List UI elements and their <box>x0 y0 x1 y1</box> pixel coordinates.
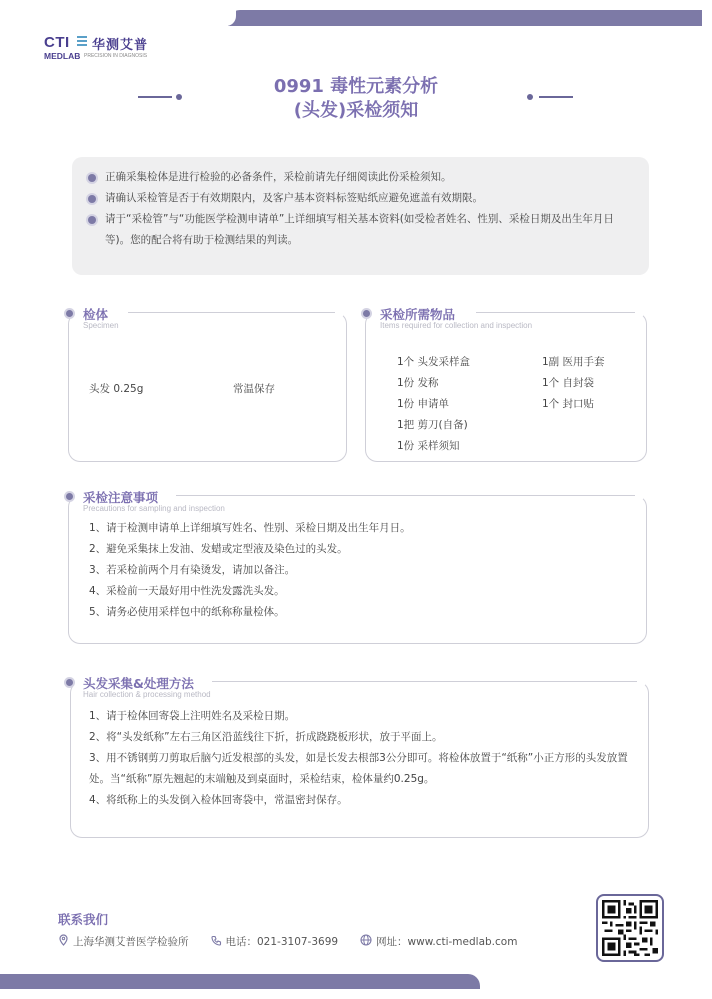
item-left: 1份 发称 <box>397 377 439 389</box>
list-item: 2、将“头发纸称”左右三角区沿蓝线往下折，折成跷跷板形状，放于平面上。 <box>89 731 443 743</box>
section-bullet-icon <box>66 679 73 686</box>
section-bullet-icon <box>363 310 370 317</box>
logo-medlab: MEDLAB <box>44 51 81 61</box>
list-item: 4、将纸称上的头发倒入检体回寄袋中，常温密封保存。 <box>89 794 348 806</box>
contact-row <box>58 934 517 949</box>
intro-text: 请确认采检管是否于有效期限内，及客户基本资料标签贴纸应避免遮盖有效期限。 <box>105 192 483 204</box>
section-bullet-icon <box>66 310 73 317</box>
logo <box>44 34 164 64</box>
list-item: 1、请于检体回寄袋上注明姓名及采检日期。 <box>89 710 296 722</box>
intro-item <box>86 209 635 251</box>
top-decor-bar <box>228 10 702 26</box>
page-title <box>0 75 712 123</box>
bullet-icon <box>88 216 96 224</box>
items-box-top-line <box>476 312 635 313</box>
precautions-title: 采检注意事项 <box>83 490 159 505</box>
item-left: 1个 头发采样盒 <box>397 356 471 368</box>
list-item: 4、采检前一天最好用中性洗发露洗头发。 <box>89 585 285 597</box>
specimen-storage: 常温保存 <box>233 383 275 395</box>
page-title-line1: 0991 毒性元素分析 <box>273 76 439 97</box>
specimen-title: 检体 <box>83 307 109 322</box>
globe-icon <box>360 934 372 949</box>
contact-website[interactable]: 网址：www.cti-medlab.com <box>376 936 518 948</box>
location-icon <box>58 934 69 949</box>
intro-item <box>86 188 635 209</box>
logo-tagline: PRECISION IN DIAGNOSIS <box>84 53 148 59</box>
items-title: 采检所需物品 <box>380 307 456 322</box>
list-item: 5、请务必使用采样包中的纸称称量检体。 <box>89 606 285 618</box>
specimen-subtitle: Specimen <box>83 321 119 330</box>
precautions-subtitle: Precautions for sampling and inspection <box>83 504 225 513</box>
intro-text: 正确采集检体是进行检验的必备条件，采检前请先仔细阅读此份采检须知。 <box>105 171 452 183</box>
precautions-box-top-line <box>176 495 635 496</box>
bottom-decor-bar <box>0 974 480 989</box>
list-item: 3、用不锈钢剪刀剪取后脑勺近发根部的头发，如是长发去根部3公分即可。将检体放置于“纸称”小正方形的头发放置处。当“纸称”原先翘起的末端触及到桌面时，采检结束，检体量约0.25g。 <box>89 752 628 785</box>
contact-address: 上海华测艾普医学检验所 <box>73 936 189 948</box>
hair-list <box>89 706 635 811</box>
hair-box-top-line <box>212 681 637 682</box>
hair-title: 头发采集&处理方法 <box>83 676 194 691</box>
logo-chinese: 华测艾普 <box>92 38 149 53</box>
items-subtitle: Items required for collection and inspection <box>380 321 533 330</box>
logo-cti: CTI <box>44 34 70 51</box>
item-left: 1份 申请单 <box>397 398 450 410</box>
intro-text: 请于“采检管”与“功能医学检测申请单”上详细填写相关基本资料(如受检者姓名、性别、采检日期及出生年月日等)。您的配合将有助于检测结果的判读。 <box>105 213 614 246</box>
intro-item <box>86 167 635 188</box>
item-right: 1个 自封袋 <box>542 377 595 389</box>
list-item: 1、请于检测申请单上详细填写姓名、性别、采检日期及出生年月日。 <box>89 522 411 534</box>
bullet-icon <box>88 195 96 203</box>
item-left: 1份 采样须知 <box>397 440 460 452</box>
hair-subtitle: Hair collection & processing method <box>83 690 211 699</box>
specimen-type: 头发 0.25g <box>89 383 144 395</box>
item-right: 1个 封口贴 <box>542 398 595 410</box>
bullet-icon <box>88 174 96 182</box>
qr-code-icon <box>596 894 664 962</box>
phone-icon <box>211 935 222 949</box>
item-right: 1副 医用手套 <box>542 356 605 368</box>
contact-phone: 电话：021-3107-3699 <box>225 936 339 948</box>
contact-title: 联系我们 <box>58 912 109 927</box>
logo-bars-icon <box>77 36 87 48</box>
intro-panel <box>72 157 649 275</box>
precautions-list <box>89 518 629 623</box>
list-item: 3、若采检前两个月有染烫发，请加以备注。 <box>89 564 296 576</box>
page-title-line2: (头发)采检须知 <box>293 100 419 121</box>
item-left: 1把 剪刀(自备) <box>397 419 468 431</box>
specimen-box-top-line <box>128 312 335 313</box>
section-bullet-icon <box>66 493 73 500</box>
list-item: 2、避免采集抹上发油、发蜡或定型液及染色过的头发。 <box>89 543 348 555</box>
